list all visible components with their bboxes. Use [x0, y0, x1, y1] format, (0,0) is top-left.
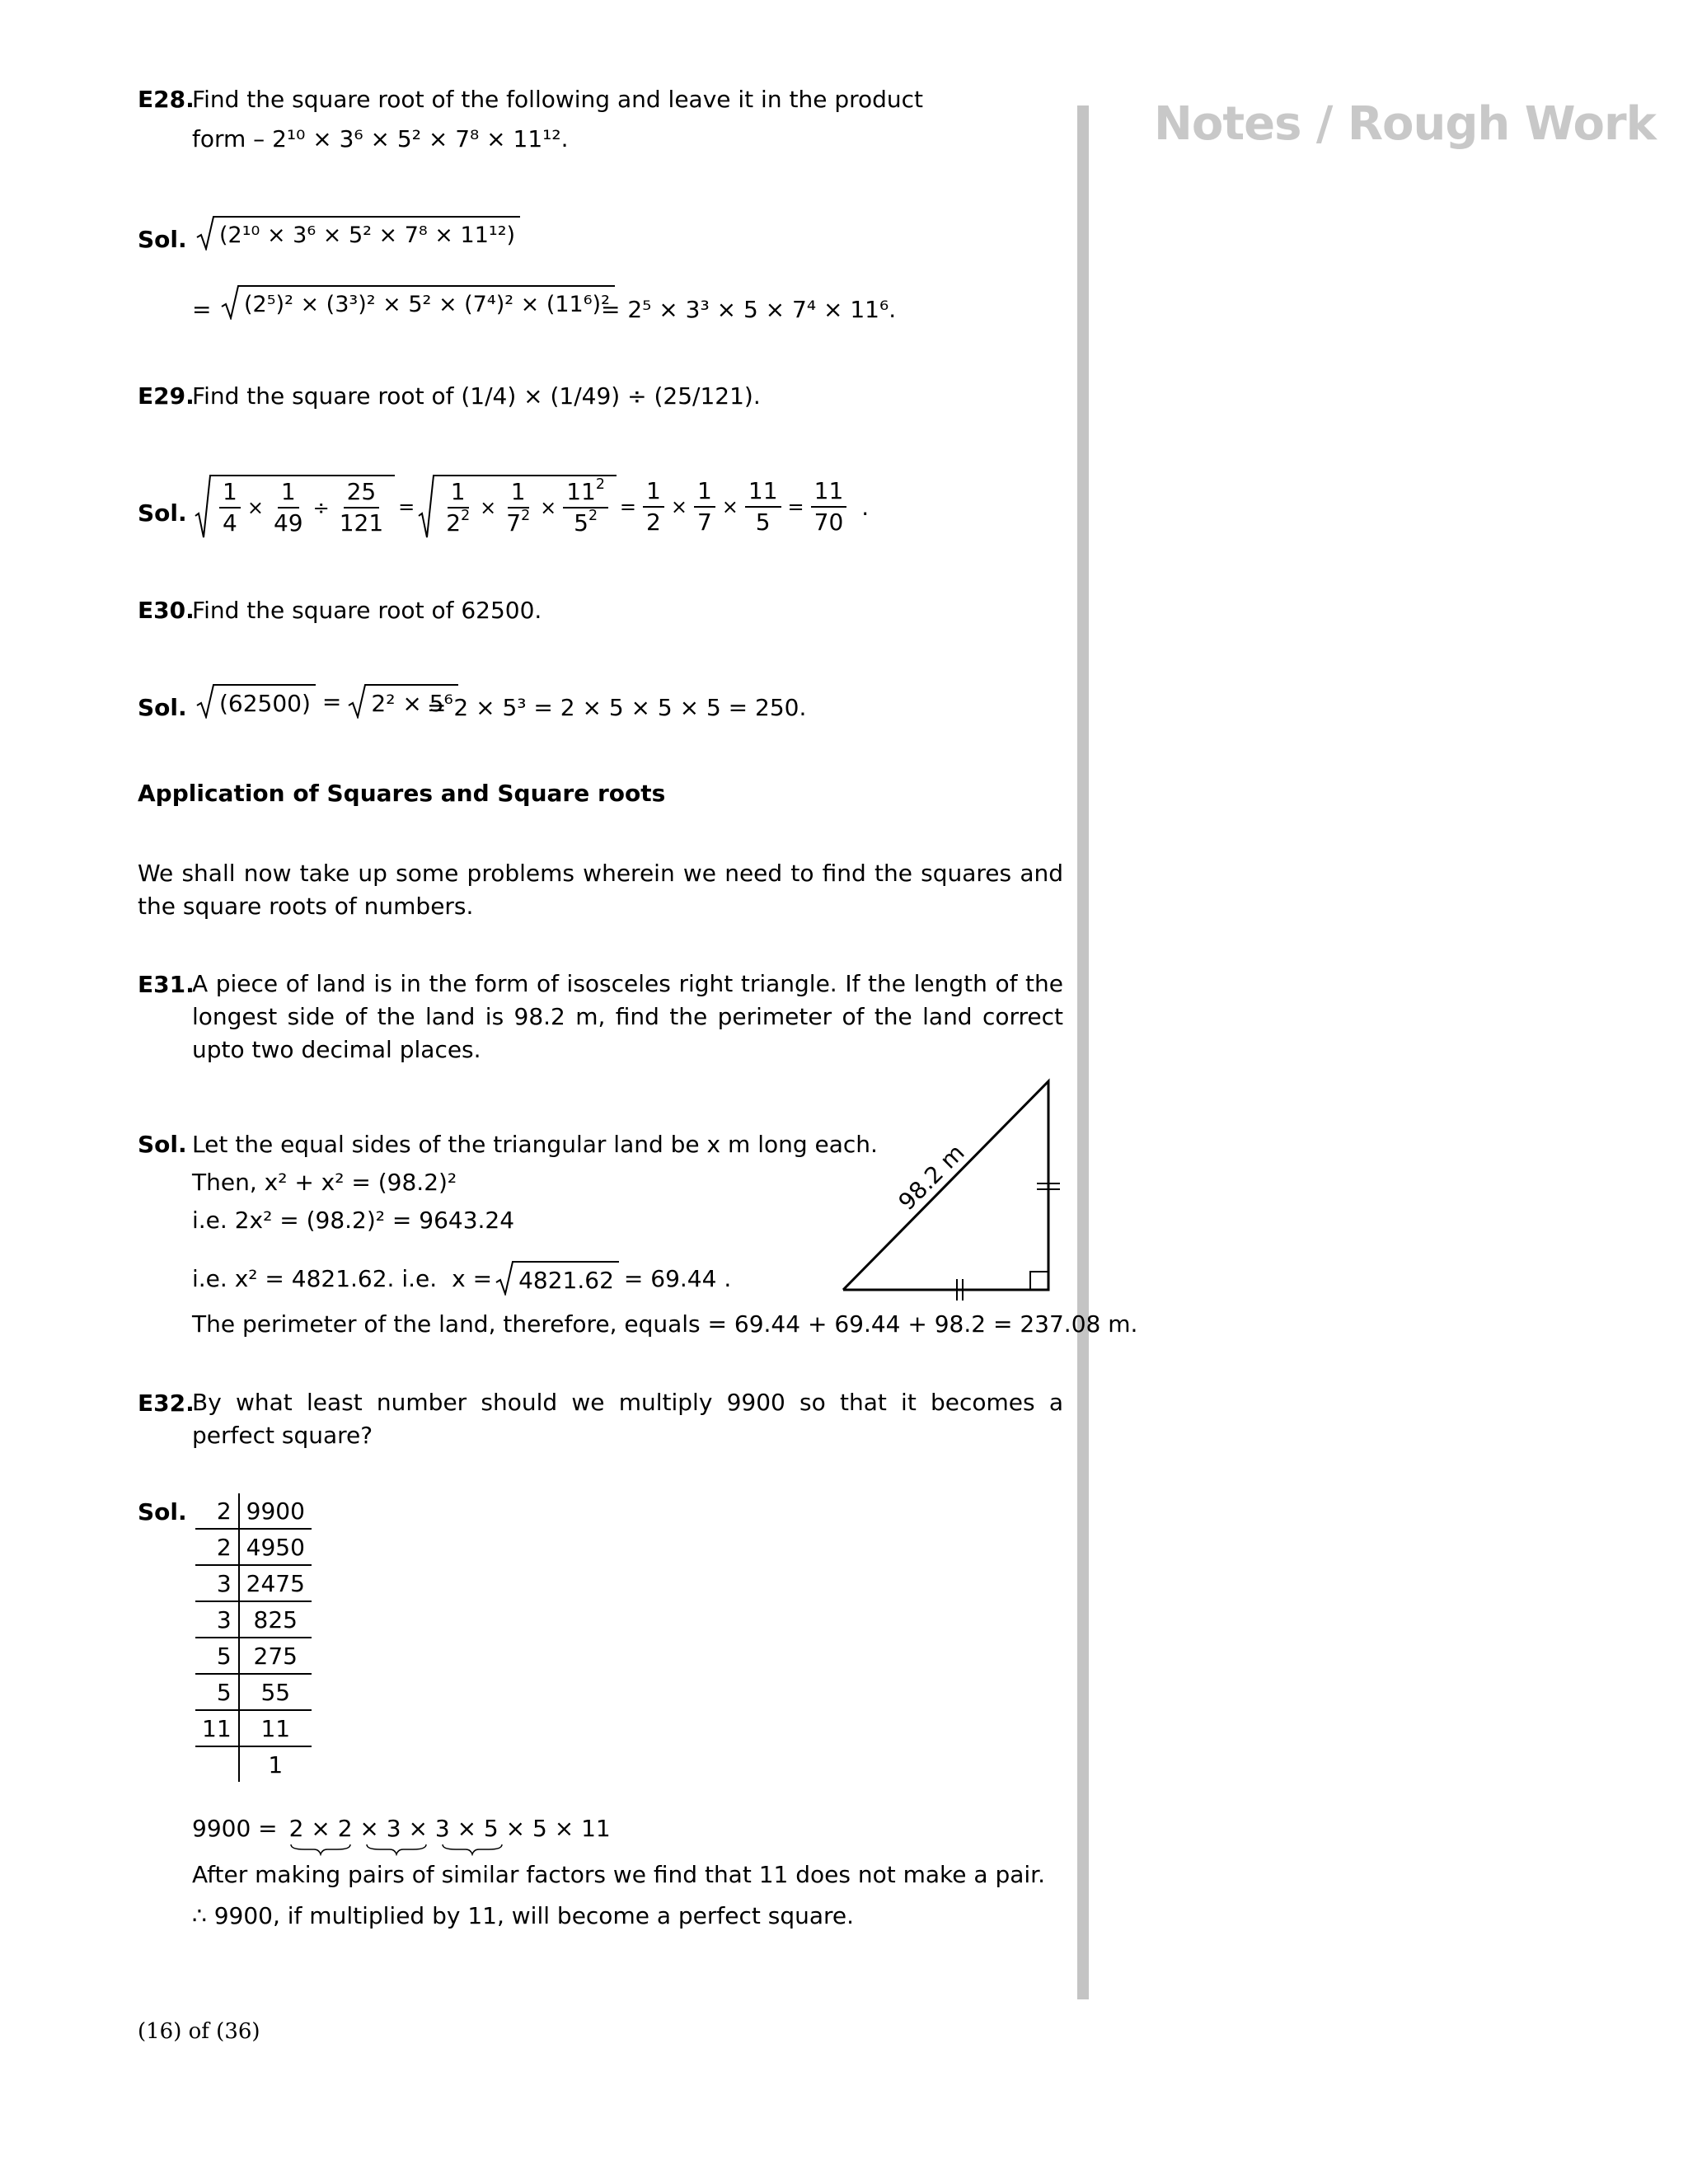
e31-l4-result: = 69.44 . [623, 1264, 732, 1292]
margin-divider [1077, 105, 1089, 1999]
division-row [195, 1529, 312, 1565]
e31-sol-line1: Let the equal sides of the triangular land be x m long each. [192, 1131, 878, 1158]
e28-question-line2: form – 2¹⁰ × 3⁶ × 5² × 7⁸ × 11¹². [192, 125, 569, 152]
pair-braces [289, 1843, 537, 1856]
division-row [195, 1565, 312, 1601]
e29-sol-label: Sol. [138, 499, 187, 527]
e31-sol-line3: i.e. 2x² = (98.2)² = 9643.24 [192, 1207, 515, 1234]
division-row [195, 1638, 312, 1674]
notes-heading: Notes / Rough Work [1154, 97, 1656, 151]
e28-radicand1: (2¹⁰ × 3⁶ × 5² × 7⁸ × 11¹²) [214, 216, 520, 251]
e31-sol-line2: Then, x² + x² = (98.2)² [192, 1169, 457, 1196]
triangle-figure [832, 1071, 1080, 1302]
e31-l4-radicand: 4821.62 [513, 1261, 619, 1296]
divisor-cell: 3 [195, 1565, 239, 1601]
divisor-cell: 2 [195, 1493, 239, 1529]
factor-rhs: 2 × 2 × 3 × 3 × 5 × 5 × 11 [288, 1815, 611, 1842]
e32-conclusion1: After making pairs of similar factors we find that 11 does not make a pair. [192, 1861, 1046, 1888]
e32-sol-label: Sol. [138, 1498, 187, 1526]
e28-question-line1: Find the square root of the following and leave it in the product [192, 86, 924, 113]
e30-result: = 2 × 5³ = 2 × 5 × 5 × 5 = 250. [427, 694, 807, 721]
e31-label: E31. [138, 971, 195, 998]
quotient-cell: 825 [239, 1601, 312, 1638]
page-number: (16) of (36) [138, 2019, 260, 2044]
divisor-cell: 5 [195, 1638, 239, 1674]
e32-factorization [192, 1815, 611, 1842]
e30-radicand2: 2² × 5⁶ [366, 684, 457, 719]
e30-solution [196, 684, 458, 719]
e28-sol-root2 [221, 285, 615, 320]
section-heading: Application of Squares and Square roots [138, 780, 666, 807]
division-row [195, 1674, 312, 1710]
e29-solution: $\frac{1}{4}$ × $\frac{1}{49}$ ÷ $\frac{25}{121}$ = $\frac{1}{2^2}$ × $\frac{1}{7^2}$ × $\frac{11^2}{5^2}$ = $\frac{1}{2}$ × $\frac{1}{7}$ × $\frac{11}{5}$ = $\frac{11}{70}$ . [195, 475, 869, 539]
e28-sol2-eq: = [192, 296, 212, 323]
divisor-cell: 3 [195, 1601, 239, 1638]
division-row [195, 1601, 312, 1638]
division-row [195, 1746, 312, 1782]
e30-sol-label: Sol. [138, 694, 187, 721]
quotient-cell: 275 [239, 1638, 312, 1674]
e30-question: Find the square root of 62500. [192, 597, 542, 624]
quotient-cell: 11 [239, 1710, 312, 1746]
e30-radicand1: (62500) [214, 684, 316, 719]
factor-lhs: 9900 = [192, 1815, 278, 1842]
e29-root1: $\frac{1}{4}$ × $\frac{1}{49}$ ÷ $\frac{25}{121}$ [195, 475, 395, 539]
quotient-cell: 4950 [239, 1529, 312, 1565]
division-row [195, 1710, 312, 1746]
e29-question: Find the square root of (1/4) × (1/49) ÷ (25/121). [192, 382, 761, 410]
division-table [195, 1493, 312, 1782]
e29-label: E29. [138, 382, 195, 410]
section-intro: We shall now take up some problems wherein we need to find the squares and the square roots of numbers. [138, 860, 1063, 920]
e30-label: E30. [138, 597, 195, 624]
quotient-cell: 1 [268, 1750, 284, 1779]
e31-sol-line4 [192, 1261, 731, 1296]
hypotenuse-label: 98.2 m [893, 1138, 970, 1216]
e31-sol-line5: The perimeter of the land, therefore, equals = 69.44 + 69.44 + 98.2 = 237.08 m. [192, 1310, 1138, 1338]
e31-l4-x: x = [452, 1264, 493, 1292]
divisor-cell: 11 [195, 1710, 239, 1746]
e28-sol-root1 [196, 216, 520, 251]
e28-sol2-result: = 2⁵ × 3³ × 5 × 7⁴ × 11⁶. [601, 296, 897, 323]
e28-label: E28. [138, 86, 195, 113]
e28-radicand2: (2⁵)² × (3³)² × 5² × (7⁴)² × (11⁶)² [239, 285, 615, 320]
e31-sol-label: Sol. [138, 1131, 187, 1158]
divisor-cell: 5 [195, 1674, 239, 1710]
e32-conclusion2: ∴ 9900, if multiplied by 11, will become a perfect square. [192, 1902, 855, 1929]
divisor-cell: 2 [195, 1529, 239, 1565]
quotient-cell: 2475 [239, 1565, 312, 1601]
e28-sol-label: Sol. [138, 226, 187, 253]
e31-l4-text: i.e. x² = 4821.62. i.e. [192, 1264, 438, 1292]
e32-question: By what least number should we multiply 9900 so that it becomes a perfect square? [192, 1389, 1063, 1449]
division-row [195, 1493, 312, 1529]
divisor-cell [195, 1746, 239, 1782]
e32-label: E32. [138, 1390, 195, 1417]
e29-root2: $\frac{1}{2^2}$ × $\frac{1}{7^2}$ × $\frac{11^2}{5^2}$ [418, 475, 617, 539]
e31-question: A piece of land is in the form of isosceles right triangle. If the length of the longest side of the land is 98.2 m, find the perimeter of the land correct upto two decimal places. [192, 970, 1063, 1063]
quotient-cell: 9900 [239, 1493, 312, 1529]
e30-eq: = [321, 687, 342, 715]
quotient-cell: 55 [239, 1674, 312, 1710]
